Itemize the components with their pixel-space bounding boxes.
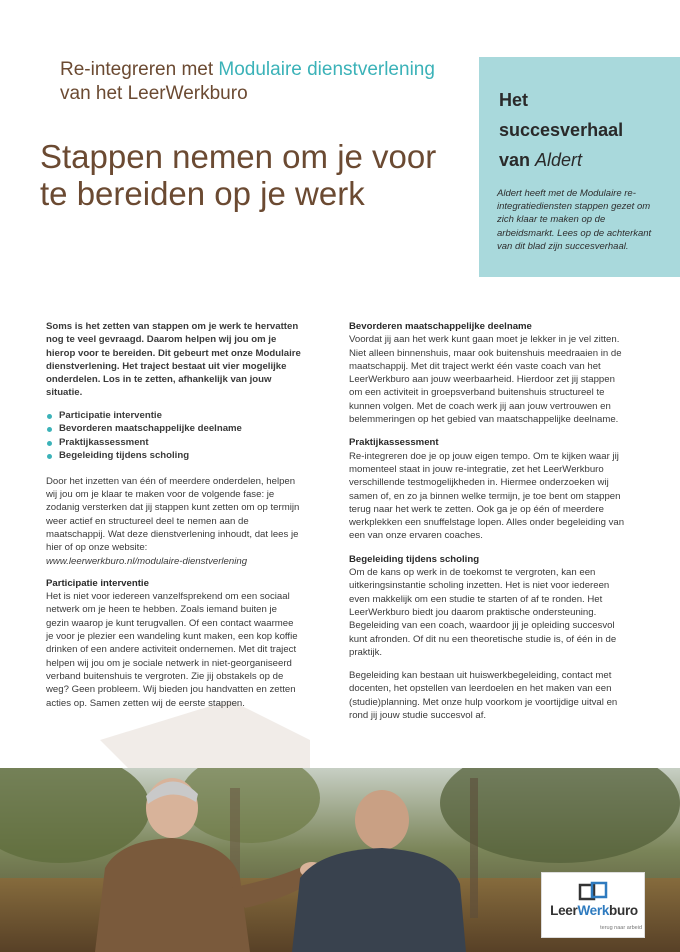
leerwerkburo-logo bbox=[541, 872, 645, 938]
section-title: Praktijkassessment bbox=[349, 437, 439, 449]
bullet-dot-icon bbox=[47, 414, 52, 419]
left-column bbox=[46, 320, 302, 720]
page-title: Stappen nemen om je voor te bereiden op je werk bbox=[40, 138, 437, 212]
section-scholing-extra bbox=[349, 669, 627, 722]
section-title: Begeleiding tijdens scholing bbox=[349, 553, 480, 565]
section-body: Om de kans op werk in de toekomst te vergroten, kan een uitkeringsinstantie scholing inzetten. Het is niet voor iedereen even makkelijk om een studie te starten of af te ronden. Het LeerWerkburo biedt jou daarom praktische ondersteuning. Begeleiding van een coach, waardoor jij je opleiding succesvol kunt afronden. Of dit nu een theoretische studie is, of één in de praktijk. bbox=[349, 567, 617, 658]
story-title-name: Aldert bbox=[535, 150, 583, 170]
kicker-suffix: van het LeerWerkburo bbox=[60, 83, 248, 104]
kicker bbox=[60, 58, 470, 106]
section-praktijkassessment bbox=[349, 436, 627, 542]
list-item: Participatie interventie bbox=[46, 409, 302, 423]
section-title: Bevorderen maatschappelijke deelname bbox=[349, 321, 532, 332]
section-participatie bbox=[46, 577, 302, 710]
story-body: Aldert heeft met de Modulaire re-integratiediensten stappen gezet om zich klaar te maken op de arbeidsmarkt. Lees op de achterkant van dit blad zijn succesverhaal. bbox=[497, 188, 652, 252]
list-item: Praktijkassessment bbox=[46, 436, 302, 450]
story-title bbox=[499, 85, 662, 175]
section-title: Participatie interventie bbox=[46, 577, 149, 589]
logo-mark-icon bbox=[578, 881, 610, 903]
bullet-dot-icon bbox=[47, 427, 52, 432]
intro-text: Soms is het zetten van stappen om je werk te hervatten nog te veel gevraagd. Daarom helpen wij jou om je hierop voor te bereiden. Dit gebeurt met onze Modulaire dienstverlening. Het traject bestaat uit vier mogelijke onderdelen. Los in te zetten, afhankelijk van jouw situatie. bbox=[46, 321, 301, 399]
story-title-line2: succesverhaal bbox=[499, 120, 624, 140]
kicker-prefix: Re-integreren met bbox=[60, 59, 219, 80]
bullet-dot-icon bbox=[47, 454, 52, 459]
story-title-prefix: van bbox=[499, 150, 536, 170]
success-story-box bbox=[479, 57, 680, 277]
section-scholing bbox=[349, 553, 627, 659]
body-text: Door het inzetten van één of meerdere onderdelen, helpen wij jou om je klaar te maken voor de volgende fase: je zodanig versterken dat jij stappen kunt zetten om op termijn weer actief en structureel deel te nemen aan de maatschappij. Wat deze dienstverlening inhoudt, dat lees je hier of op onze website: bbox=[46, 475, 300, 554]
website-link[interactable]: www.leerwerkburo.nl/modulaire-dienstverlening bbox=[46, 555, 248, 567]
section-body: Re-integreren doe je op jouw eigen tempo. Om te kijken waar jij momenteel staat in jouw re-integratie, zet het LeerWerkburo verschillende testmogelijkheden in. Hiermee onderzoeken wij samen of, en zo ja binnen welke termijn, je toe bent om stappen terug naar het werk te zetten. Ook ga je op één of meerdere werkplekken een snuffelstage lopen. Alles onder begeleiding van een van onze ervaren coaches. bbox=[349, 450, 625, 542]
section-body: Begeleiding kan bestaan uit huiswerkbegeleiding, contact met docenten, het opstellen van leerdoelen en het maken van een (studie)planning. Met onze hulp voorkom je voortijdige uitval en rond jij jouw studie succesvol af. bbox=[349, 670, 618, 722]
section-deelname bbox=[349, 320, 627, 426]
logo-tagline: terug naar arbeid bbox=[600, 925, 642, 931]
story-title-line3 bbox=[499, 145, 662, 175]
section-body: Voordat jij aan het werk kunt gaan moet je lekker in je vel zitten. Niet alleen binnenshuis, maar ook buitenshuis meedraaien in de maatschappij. Met dit traject werkt één vaste coach van het LeerWerkburo aan jouw weerbaarheid. Hierdoor zet jij stappen om een activiteit in groepsverband buitenshuis structureel te kunnen volgen. Met de coach werk jij aan jouw vertrouwen en belemmeringen op het gebied van maatschappelijke deelname. bbox=[349, 334, 622, 426]
body-paragraph bbox=[46, 475, 302, 568]
list-item: Bevorderen maatschappelijke deelname bbox=[46, 422, 302, 436]
section-body: Het is niet voor iedereen vanzelfsprekend om een sociaal netwerk om je heen te hebben. Zoals iemand buiten je gezin waarop je kunt terugvallen. Of een contact waarmee je voor je plezier een wandeling kunt maken, een kop koffie drinken of een andere activiteit ondernemen. Met dit traject helpen wij jou om je sociale netwerk in niet-georganiseerd verband buitenshuis te vergroten. Zie jij obstakels op de weg? Geen probleem. Wij bieden jou handvatten en zetten acties op. Samen zetten wij de eerste stappen. bbox=[46, 591, 298, 709]
kicker-accent: Modulaire dienstverlening bbox=[218, 59, 435, 80]
right-column bbox=[349, 320, 627, 732]
story-title-line1: Het bbox=[499, 90, 529, 110]
logo-wordmark: LeerWerkburo bbox=[550, 903, 638, 918]
module-list bbox=[46, 409, 302, 463]
list-item: Begeleiding tijdens scholing bbox=[46, 449, 302, 463]
bullet-dot-icon bbox=[47, 441, 52, 446]
